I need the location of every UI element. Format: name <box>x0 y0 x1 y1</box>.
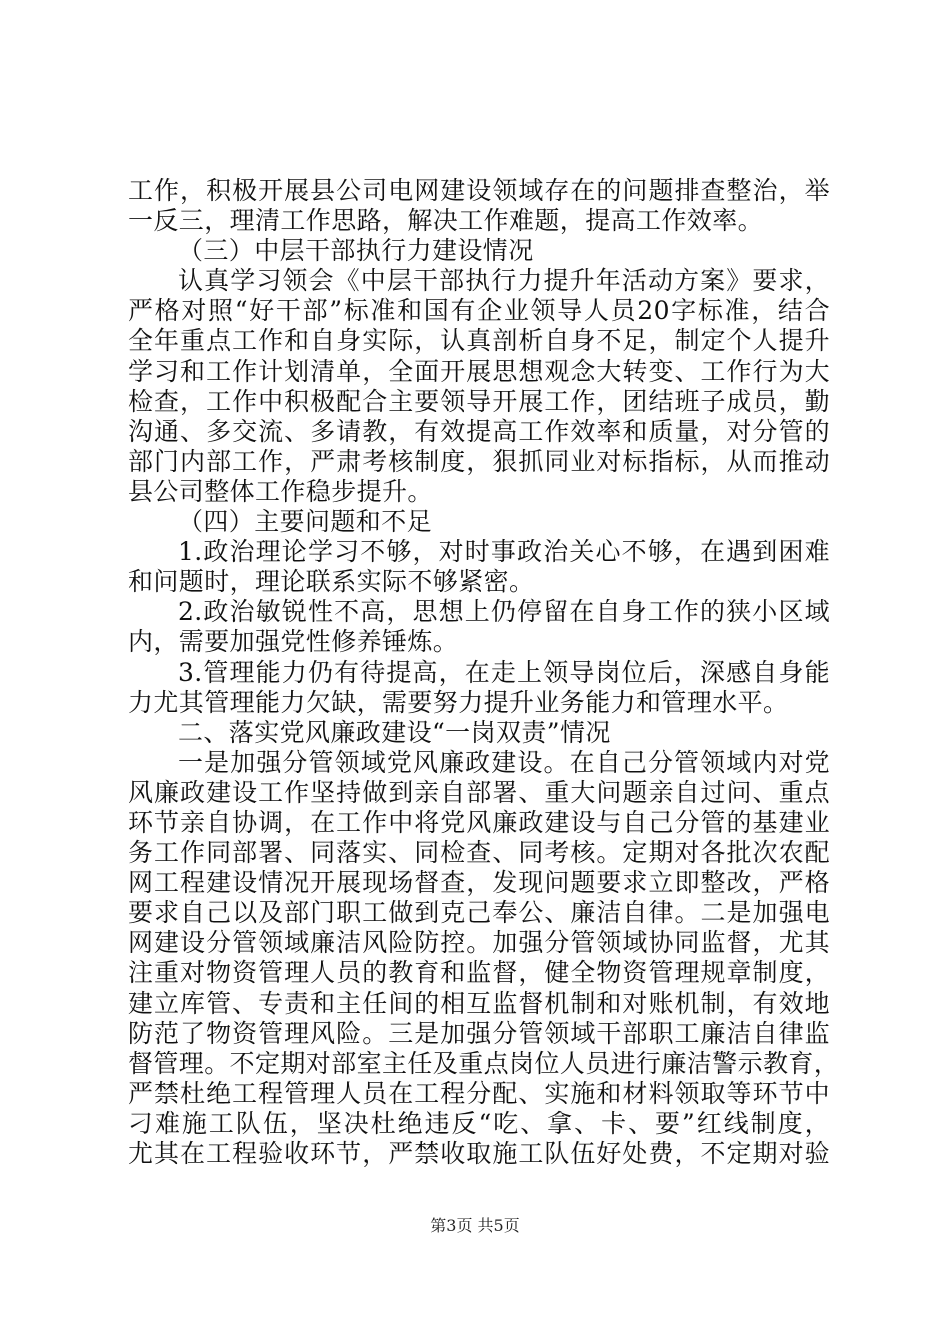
page-footer: 第3页 共5页 <box>430 1216 520 1235</box>
text-line: 全年重点工作和自身实际，认真剖析自身不足，制定个人提升 <box>128 326 830 356</box>
text-line: 尤其在工程验收环节，严禁收取施工队伍好处费，不定期对验 <box>128 1139 830 1168</box>
section-heading: （三）中层干部执行力建设情况 <box>178 236 534 266</box>
text-line: 环节亲自协调，在工作中将党风廉政建设与自己分管的基建业 <box>128 807 830 837</box>
text-line: 沟通、多交流、多请教，有效提高工作效率和质量，对分管的 <box>128 416 830 446</box>
text-line: 和问题时，理论联系实际不够紧密。 <box>128 567 535 597</box>
text-line: 网建设分管领域廉洁风险防控。加强分管领域协同监督，尤其 <box>128 928 830 958</box>
text-line: 内，需要加强党性修养锤炼。 <box>128 627 459 657</box>
text-line: 一是加强分管领域党风廉政建设。在自己分管领域内对党 <box>178 747 830 777</box>
text-line: 部门内部工作，严肃考核制度，狠抓同业对标指标，从而推动 <box>128 446 830 476</box>
text-line: 务工作同部署、同落实、同检查、同考核。定期对各批次农配 <box>128 838 830 868</box>
text-line: 防范了物资管理风险。三是加强分管领域干部职工廉洁自律监 <box>128 1018 830 1048</box>
section-heading: 二、落实党风廉政建设“一岗双责”情况 <box>178 717 611 747</box>
text-line: 1.政治理论学习不够，对时事政治关心不够，在遇到困难 <box>178 537 830 567</box>
text-line: 风廉政建设工作坚持做到亲自部署、重大问题亲自过问、重点 <box>128 777 830 807</box>
text-line: 督管理。不定期对部室主任及重点岗位人员进行廉洁警示教育， <box>128 1048 840 1078</box>
text-line: 2.政治敏锐性不高，思想上仍停留在自身工作的狭小区域 <box>178 597 830 627</box>
text-line: 刁难施工队伍，坚决杜绝违反“吃、拿、卡、要”红线制度， <box>128 1108 830 1138</box>
text-line: 建立库管、专责和主任间的相互监督机制和对账机制，有效地 <box>128 988 830 1018</box>
text-line: 网工程建设情况开展现场督查，发现问题要求立即整改，严格 <box>128 868 830 898</box>
text-line: 一反三，理清工作思路，解决工作难题，提高工作效率。 <box>128 206 764 236</box>
text-line: 学习和工作计划清单，全面开展思想观念大转变、工作行为大 <box>128 356 830 386</box>
text-line: 严禁杜绝工程管理人员在工程分配、实施和材料领取等环节中 <box>128 1078 830 1108</box>
text-line: 要求自己以及部门职工做到克己奉公、廉洁自律。二是加强电 <box>128 898 830 928</box>
text-line: 注重对物资管理人员的教育和监督，健全物资管理规章制度， <box>128 958 830 988</box>
text-line: 严格对照“好干部”标准和国有企业领导人员20字标准，结合 <box>128 296 830 326</box>
text-line: 认真学习领会《中层干部执行力提升年活动方案》要求， <box>178 266 830 296</box>
section-heading: （四）主要问题和不足 <box>178 507 433 537</box>
text-line: 县公司整体工作稳步提升。 <box>128 476 433 506</box>
text-line: 检查，工作中积极配合主要领导开展工作，团结班子成员，勤 <box>128 386 830 416</box>
text-line: 3.管理能力仍有待提高，在走上领导岗位后，深感自身能 <box>178 657 830 687</box>
body-text <box>128 176 840 1169</box>
text-line: 力尤其管理能力欠缺，需要努力提升业务能力和管理水平。 <box>128 687 789 717</box>
text-line: 工作，积极开展县公司电网建设领域存在的问题排查整治，举 <box>128 176 830 205</box>
